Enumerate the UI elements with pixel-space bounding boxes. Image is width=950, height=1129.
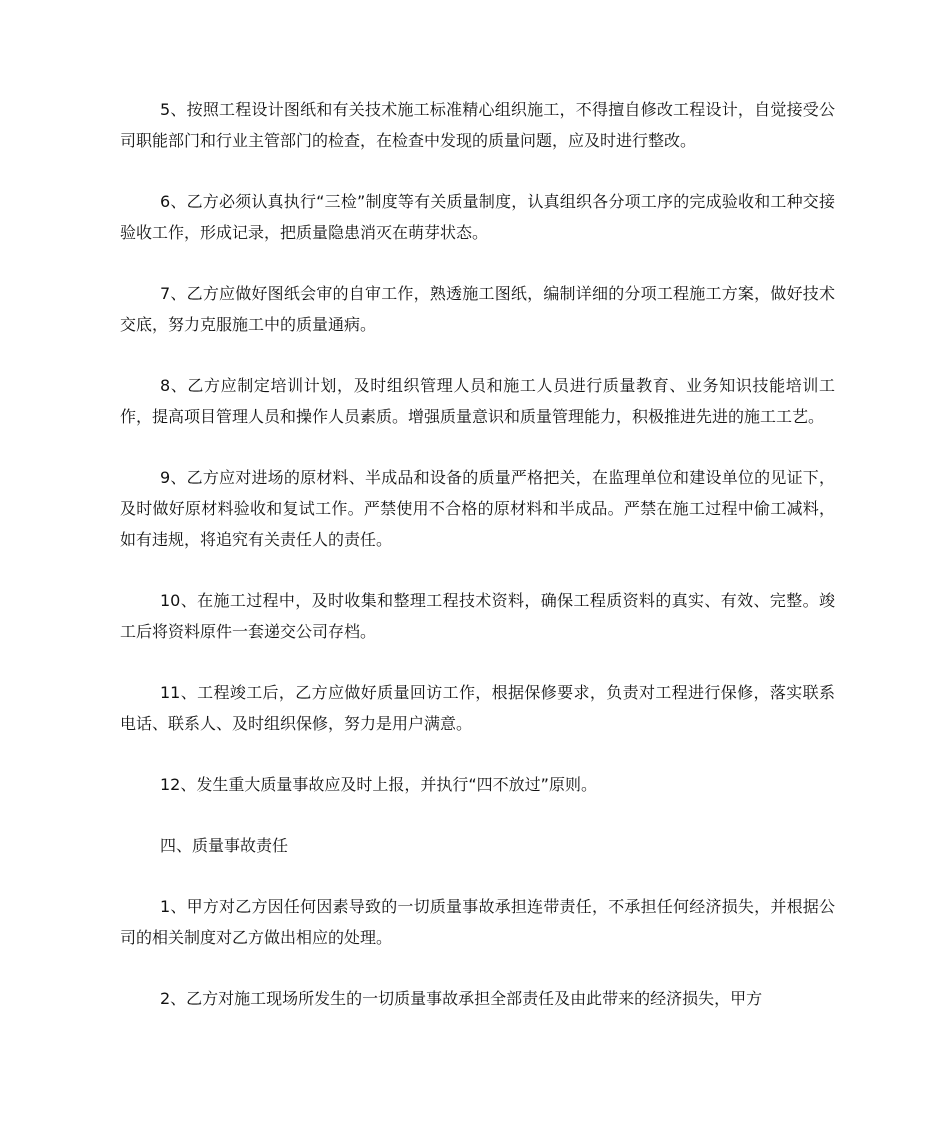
clause-10-paragraph: 10、在施工过程中，及时收集和整理工程技术资料，确保工程质资料的真实、有效、完整。竣工后将资料原件一套递交公司存档。 xyxy=(120,591,835,641)
clause-12-paragraph: 12、发生重大质量事故应及时上报，并执行“四不放过”原则。 xyxy=(160,775,597,794)
clause-5-paragraph: 5、按照工程设计图纸和有关技术施工标准精心组织施工，不得擅自修改工程设计，自觉接受公司职能部门和行业主管部门的检查，在检查中发现的质量问题，应及时进行整改。 xyxy=(120,100,835,150)
clause-7-paragraph: 7、乙方应做好图纸会审的自审工作，熟透施工图纸，编制详细的分项工程施工方案，做好技术交底，努力克服施工中的质量通病。 xyxy=(120,284,835,334)
clause-8-paragraph: 8、乙方应制定培训计划，及时组织管理人员和施工人员进行质量教育、业务知识技能培训工作，提高项目管理人员和操作人员素质。增强质量意识和质量管理能力，积极推进先进的施工工艺。 xyxy=(120,376,835,426)
section-heading: 四、质量事故责任 xyxy=(160,836,289,855)
responsibility-clause-2-paragraph: 2、乙方对施工现场所发生的一切质量事故承担全部责任及由此带来的经济损失，甲方 xyxy=(160,989,763,1008)
clause-11-paragraph: 11、工程竣工后，乙方应做好质量回访工作，根据保修要求，负责对工程进行保修，落实联系电话、联系人、及时组织保修，努力是用户满意。 xyxy=(120,683,835,733)
clause-6-paragraph: 6、乙方必须认真执行“三检”制度等有关质量制度，认真组织各分项工序的完成验收和工种交接验收工作，形成记录，把质量隐患消灭在萌芽状态。 xyxy=(120,192,835,242)
clause-9-paragraph: 9、乙方应对进场的原材料、半成品和设备的质量严格把关，在监理单位和建设单位的见证下，及时做好原材料验收和复试工作。严禁使用不合格的原材料和半成品。严禁在施工过程中偷工减料，如有违规，将追究有关责任人的责任。 xyxy=(120,468,835,549)
responsibility-clause-1-paragraph: 1、甲方对乙方因任何因素导致的一切质量事故承担连带责任，不承担任何经济损失，并根据公司的相关制度对乙方做出相应的处理。 xyxy=(120,897,835,947)
document-body xyxy=(120,94,835,1044)
